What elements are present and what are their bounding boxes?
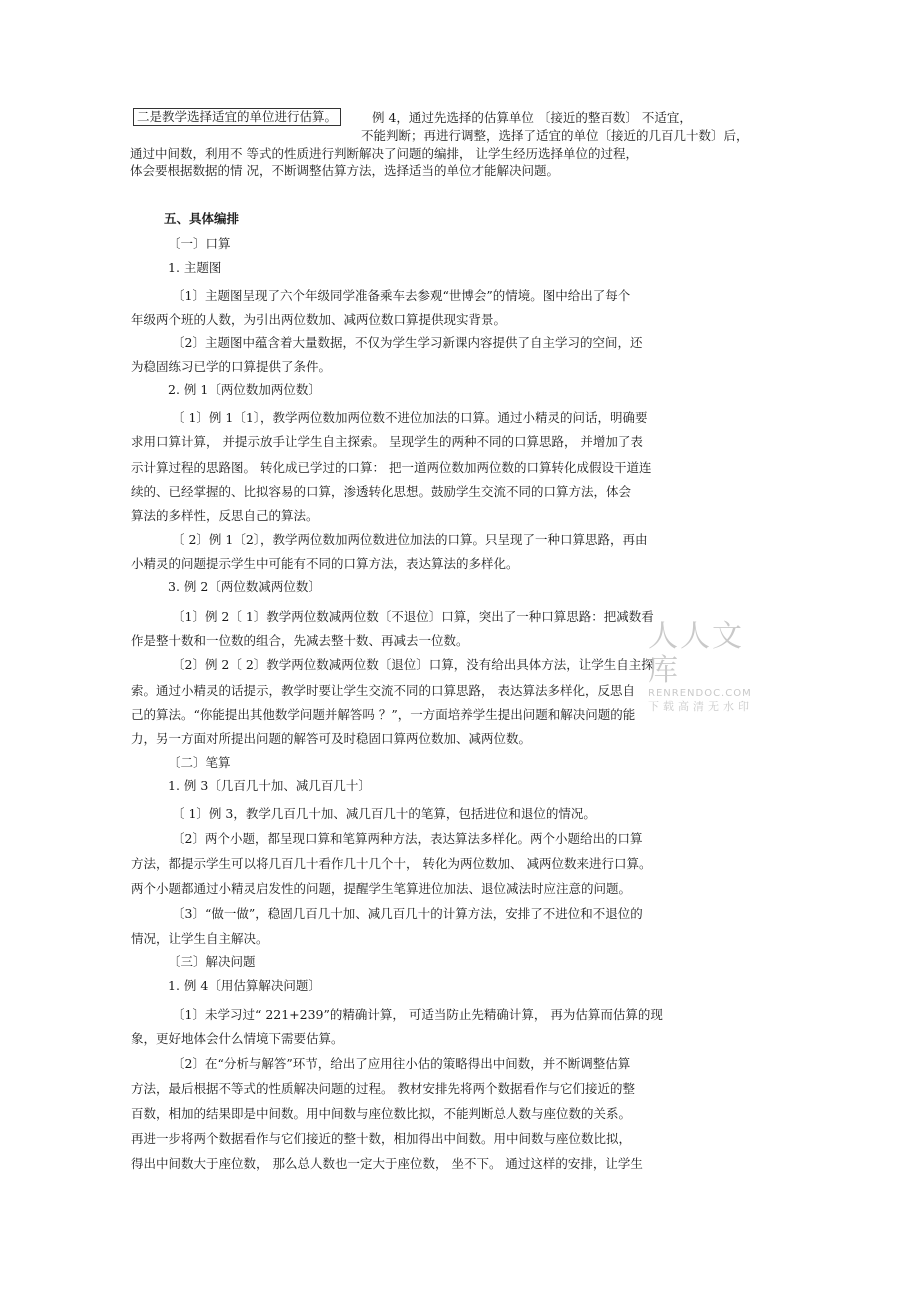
paragraph-line: 〔2〕主题图中蕴含着大量数据，不仅为学生学习新课内容提供了自主学习的空间，还 xyxy=(172,335,643,350)
paragraph-line: 情况，让学生自主解决。 xyxy=(131,931,269,946)
paragraph-line: 再进一步将两个数据看作与它们接近的整十数，相加得出中间数。用中间数与座位数比拟， xyxy=(131,1131,632,1146)
paragraph-line: 作是整十数和一位数的组合，先减去整十数、再减去一位数。 xyxy=(131,633,469,648)
paragraph-line: 小精灵的问题提示学生中可能有不同的口算方法，表达算法的多样化。 xyxy=(131,556,519,571)
intro-line-2: 不能判断；再进行调整，选择了适宜的单位〔接近的几百几十数〕后， xyxy=(361,128,749,143)
paragraph-line: 〔1〕主题图呈现了六个年级同学准备乘车去参观“世博会”的情境。图中给出了每个 xyxy=(172,288,631,303)
paragraph-line: 为稳固练习已学的口算提供了条件。 xyxy=(131,359,332,374)
paragraph-line: 年级两个班的人数，为引出两位数加、减两位数口算提供现实背景。 xyxy=(131,312,507,327)
heading-theme-picture: 1. 主题图 xyxy=(168,260,222,275)
intro-line-3: 通过中间数，利用不 等式的性质进行判断解决了问题的编排， 让学生经历选择单位的过程， xyxy=(130,146,638,161)
heading-example-2: 3. 例 2〔两位数减两位数〕 xyxy=(168,579,321,594)
paragraph-line: 续的、已经掌握的、比拟容易的口算，渗透转化思想。鼓励学生交流不同的口算方法，体会 xyxy=(131,484,632,499)
paragraph-line: 得出中间数大于座位数， 那么总人数也一定大于座位数， 坐不下。 通过这样的安排，让学生 xyxy=(131,1156,643,1171)
watermark xyxy=(648,620,774,714)
paragraph-line: 〔 1〕例 3，教学几百几十加、减几百几十的笔算，包括进位和退位的情况。 xyxy=(172,806,596,821)
watermark-slogan: 下载高清无水印 xyxy=(648,700,753,713)
highlight-box: 二是教学选择适宜的单位进行估算。 xyxy=(133,108,341,126)
paragraph-line: 方法，都提示学生可以将几百几十看作几十几个十， 转化为两位数加、 减两位数来进行口算。 xyxy=(131,856,652,871)
paragraph-line: 百数，相加的结果即是中间数。用中间数与座位数比拟，不能判断总人数与座位数的关系。 xyxy=(131,1106,632,1121)
paragraph-line: 示计算过程的思路图。 转化成已学过的口算： 把一道两位数加两位数的口算转化成假设干道连 xyxy=(131,460,652,475)
subsection-written: 〔二〕笔算 xyxy=(168,755,231,770)
heading-example-3: 1. 例 3〔几百几十加、减几百几十〕 xyxy=(168,778,371,793)
paragraph-line: 己的算法。“你能提出其他数学问题并解答吗 ？”，一方面培养学生提出问题和解决问题的能 xyxy=(131,707,636,722)
watermark-title: 人人文库 xyxy=(648,619,744,688)
heading-example-4: 1. 例 4〔用估算解决问题〕 xyxy=(168,978,321,993)
paragraph-line: 力，另一方面对所提出问题的解答可及时稳固口算两位数加、减两位数。 xyxy=(131,731,532,746)
intro-line-4: 体会要根据数据的情 况，不断调整估算方法，选择适当的单位才能解决问题。 xyxy=(130,163,559,178)
paragraph-line: 〔1〕例 2〔 1〕教学两位数减两位数〔不退位〕口算，突出了一种口算思路：把减数看 xyxy=(172,609,654,624)
paragraph-line: 〔2〕两个小题，都呈现口算和笔算两种方法，表达算法多样化。两个小题给出的口算 xyxy=(172,831,643,846)
paragraph-line: 〔1〕未学习过“ 221+239”的精确计算， 可适当防止先精确计算， 再为估算而估算的现 xyxy=(172,1007,663,1022)
paragraph-line: 象，更好地体会什么情境下需要估算。 xyxy=(131,1031,344,1046)
paragraph-line: 方法，最后根据不等式的性质解决问题的过程。 教材安排先将两个数据看作与它们接近的整 xyxy=(131,1081,635,1096)
paragraph-line: 算法的多样性，反思自己的算法。 xyxy=(131,508,319,523)
paragraph-line: 两个小题都通过小精灵启发性的问题，提醒学生笔算进位加法、退位减法时应注意的问题。 xyxy=(131,881,632,896)
paragraph-line: 〔 2〕例 1〔2〕，教学两位数加两位数进位加法的口算。只呈现了一种口算思路，再由 xyxy=(172,532,648,547)
subsection-oral: 〔一〕口算 xyxy=(168,236,231,251)
paragraph-line: 索。通过小精灵的话提示，教学时要让学生交流不同的口算思路， 表达算法多样化，反思自 xyxy=(131,683,635,698)
heading-example-1: 2. 例 1〔两位数加两位数〕 xyxy=(168,382,321,397)
paragraph-line: 〔2〕例 2〔 2〕教学两位数减两位数〔退位〕口算，没有给出具体方法，让学生自主探 xyxy=(172,657,654,672)
intro-line-1: 例 4，通过先选择的估算单位 〔接近的整百数〕 不适宜， xyxy=(372,110,692,125)
subsection-problem-solving: 〔三〕解决问题 xyxy=(168,954,256,969)
paragraph-line: 〔2〕在“分析与解答”环节，给出了应用往小估的策略得出中间数，并不断调整估算 xyxy=(172,1056,631,1071)
paragraph-line: 〔3〕“做一做”，稳固几百几十加、减几百几十的计算方法，安排了不进位和不退位的 xyxy=(172,906,643,921)
section-title: 五、具体编排 xyxy=(164,211,240,226)
paragraph-line: 求用口算计算， 并提示放手让学生自主探索。 呈现学生的两种不同的口算思路， 并增加了表 xyxy=(131,434,643,449)
watermark-url: RENRENDOC.COM xyxy=(648,688,752,699)
paragraph-line: 〔 1〕例 1〔1〕，教学两位数加两位数不进位加法的口算。通过小精灵的问话，明确要 xyxy=(172,410,648,425)
